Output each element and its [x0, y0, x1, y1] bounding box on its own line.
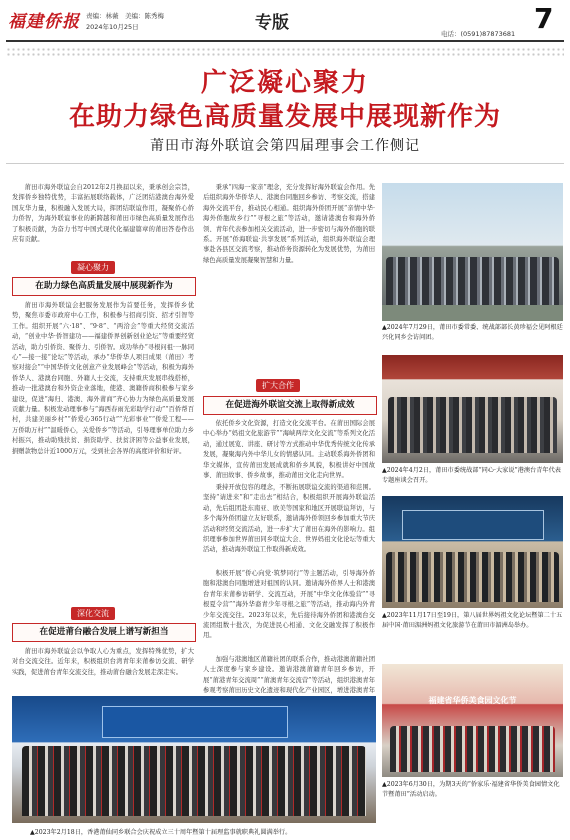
column-2-paragraph: 依托侨乡文化资源，打造文化交流平台。在莆田国际会展中心举办“妈祖文化旅游节”“海峡两岸文化交流”等系列文化活动，通过展览、讲座、研讨等方式推动中华优秀传统文化传承发展，凝聚海内外中华儿女的情感认同。主动联系海外侨团和华文媒体，宣传莆田发展成就和侨乡风貌，积极讲好中国故事、莆田故事、侨乡故事，推动莆田文化走向世界。: [203, 420, 375, 480]
photo-caption: ▲2024年4月2日，莆田市委统战部“同心·大家说”港澳台青年代表专题座谈会召开。: [382, 467, 561, 484]
title-line-1: 广泛凝心聚力: [200, 68, 369, 98]
photo-caption: ▲2024年7月29日，莆田市委常委、统战部部长黄珍福会见阿根廷兴化同乡会访问团。: [382, 324, 563, 341]
section-heading: 在助力绿色高质量发展中展现新作为: [12, 277, 196, 296]
photo-caption: ▲2023年6月30日，为期3天的“侨家乐·福建省华侨美食园情文化节暨莆田”活动启动。: [382, 781, 560, 798]
newspaper-logo: 福建侨报: [8, 12, 80, 32]
title-rule: [6, 163, 564, 164]
section-1-paragraph: 莆田市海外联谊会把服务发展作为首要任务，发挥侨乡优势，聚焦市委市政府中心工作，积极参与招商引资、招才引智等工作。组织开展“六·18”、“9·8”、“两洽会”等重大经贸交流活动，“创业中华·侨智建功——福建侨界创新创业论坛”等重要经贸活动，助力引侨资、聚侨力、引侨智。成功举办“寻根问祖·一脉同心”—接一接“论坛”等活动，承办“华侨华人项目成果（莆田）考察对接会”“中国华侨文化创意产业发展峰会”等活动，积极为海外侨华人、港澳台同胞、外籍人士交流，支持重庆发展串线搭桥，推动一批港澳台和外资企业落地，使港、澳籍侨商积极参与家乡建设，促进“海归、港澳、海外莆商”齐心协力为绿色高质量发展贡献力量。积极发动理事参与“海西春雨光彩助学行动”“百侨帮百村，共建美丽乡村”“侨爱心365行动”“光彩事业”“侨爱工程——万侨助万村”“温暖侨心，关爱侨乡”等活动，引导理事单位助力乡村振兴，推动助残扶贫、捐资助学、扶贫济困等公益事业发展，捐赠款物总计近1000万元，受到社会各界的高度评价和好评。: [12, 302, 194, 455]
date-line: 2024年10月25日: [86, 23, 139, 31]
section-tag: 深化交流: [71, 607, 115, 620]
header-rule: [6, 40, 564, 42]
section-heading: 在促进海外联谊交流上取得新成效: [203, 396, 377, 415]
photo-group-meeting: [382, 183, 563, 321]
title-line-2: 在助力绿色高质量发展中展现新作为: [68, 102, 501, 132]
photo-youth-forum: [382, 355, 563, 463]
section-tag: 凝心聚力: [71, 261, 115, 274]
photo-hk-association: [12, 696, 376, 823]
festival-banner: 福建省华侨美食园文化节: [428, 696, 517, 705]
section-heading: 在促进莆台融合发展上谱写新担当: [12, 623, 196, 642]
section-label: 专版: [255, 13, 289, 33]
bottom-photo-caption: ▲2023年2月18日，香港莆仙同乡联合会庆祝成立三十周年暨第十届理监事就职典礼圆满举行。: [30, 829, 292, 836]
column-2-paragraph: 秉持开放包容的理念，不断拓展联谊交流的渠道和范围。坚持“请进来”和“走出去”相结合，积极组织开展海外联谊活动，先后组团赴东南亚、欧美等国家和地区开展联谊拜访，与多个海外侨团建立友好联系，邀请海外侨领回乡参加重大节庆活动和经贸交流活动，进一步扩大了莆田在海外的影响力。组织理事参加世界莆田同乡联谊大会、世界妈祖文化论坛等重大活动，推动海外联谊工作取得新成效。: [203, 484, 375, 554]
masthead: [0, 0, 570, 42]
page-number: 7: [534, 2, 554, 35]
phone-line: 电话：(0591)87873681: [441, 30, 516, 38]
subtitle: 莆田市海外联谊会第四届理事会工作侧记: [150, 138, 420, 154]
column-2-paragraph: 积极开展“侨心向党·筑梦同行”等主题活动，引导海外侨胞和港澳台同胞增进对祖国的认同。邀请海外侨界人士和港澳台青年来莆参访研学、交流互动，开展“中华文化体验营”“寻根夏令营”“海外华裔青少年寻根之旅”等活动，推动海内外青少年交流交往。2023年以来，先后接待海外侨团和港澳台交流团组数十批次，为促进民心相通、文化交融发挥了积极作用。: [203, 570, 375, 640]
column-2-paragraph: 秉承“四海一家亲”理念，充分发挥好海外联谊会作用。先后组织海外华侨华人、港澳台同胞回乡参访、考察交流，搭建海外交流平台，推动民心相通。组织海外侨团开展“亲情中华·海外侨胞故乡行”“寻根之旅”等活动，邀请港澳台和海外侨领、青年代表参加相关交流活动，进一步密切与海外侨胞的联系。开展“侨海联谊·共享发展”系列活动，组织海外联谊会理事赴各县区交流考察，推动侨务资源转化为发展优势，为莆田绿色高质量发展凝聚智慧和力量。: [203, 184, 375, 264]
column-2-paragraph: 加强与港澳地区莆籍社团的联系合作，推动港澳莆籍社团人士深度参与家乡建设。邀请港澳莆籍青年回乡参访，开展“莆港青年交流周”“莆澳青年交流营”等活动，组织港澳青年参观考察莆田历史文化遗迹和现代化产业园区，增进港澳青年: [203, 656, 375, 695]
photo-food-festival: [382, 664, 563, 777]
section-tag: 扩大合作: [256, 379, 300, 392]
dot-pattern: [6, 47, 564, 57]
editor-line: 责编：林薇 美编：陈秀梅: [86, 12, 164, 20]
section-3-paragraph: 莆田市海外联谊会以争取人心为重点，发挥特殊优势，扩大对台交流交往。近年来，积极组织台湾青年来莆参访交流、研学实践，促进莆台青年交流交往，推动莆台融合发展走深走实。: [12, 648, 194, 676]
photo-caption: ▲2023年11月17日至19日，第八届世界妈祖文化论坛暨第二十五届中国·莆田湄洲妈祖文化旅游节在莆田市湄洲岛举办。: [382, 612, 563, 629]
intro-paragraph: 莆田市海外联谊会自2012年2月换届以来，秉承创会宗旨，发挥侨乡独特优势，丰富拓展联络载体，广泛团结港澳台海外爱国友华力量，积极融入发展大局，挥团结联谊作用，凝聚侨心侨力侨智，为海外联谊事业的新跨越和莆田市绿色高质量发展作出了积极贡献，为奋力书写中国式现代化福建篇章的莆田答卷作出应有贡献。: [12, 184, 194, 244]
photo-mazu-forum: [382, 496, 563, 608]
